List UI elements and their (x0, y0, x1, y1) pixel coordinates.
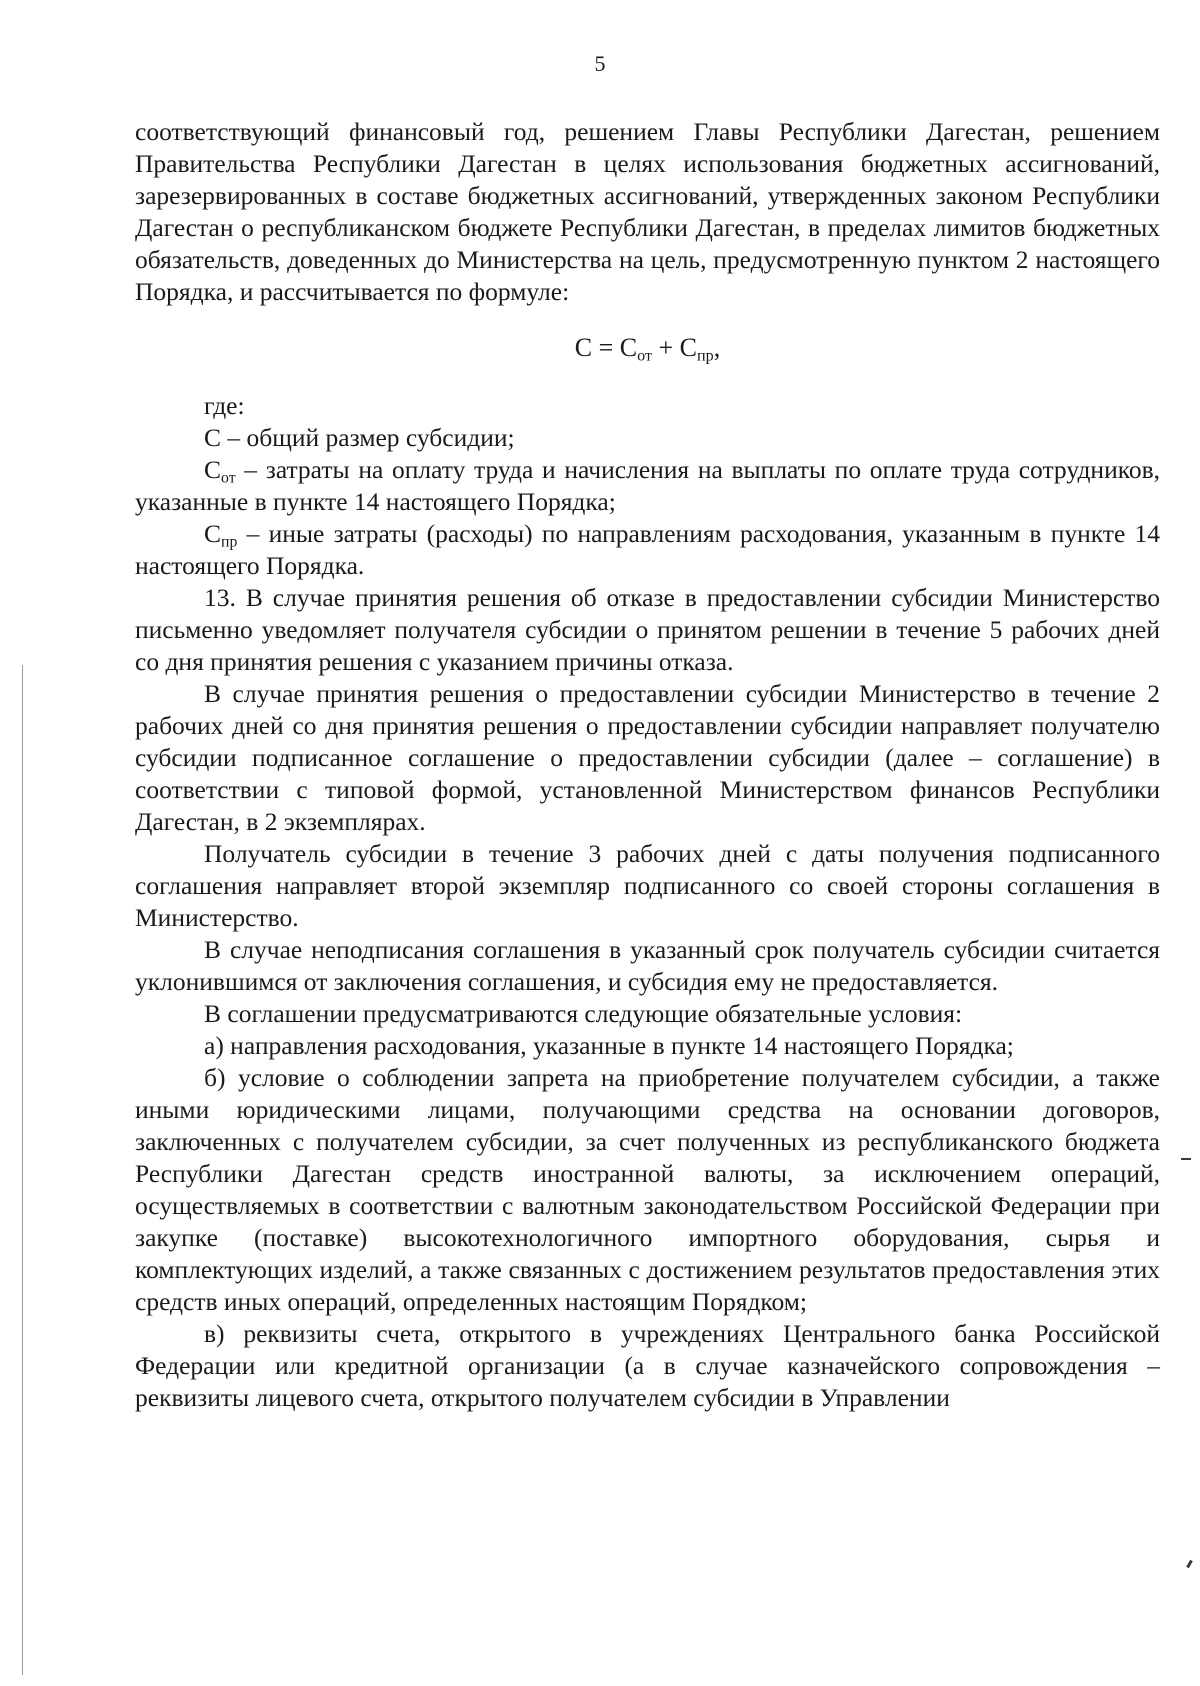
definition-c-ot-sub: от (221, 469, 236, 487)
formula-plus: + C (652, 333, 698, 362)
scan-edge-line (22, 665, 23, 1675)
definition-c-ot-symbol: C (204, 455, 222, 484)
condition-a: а) направления расходования, указанные в пункте 14 настоящего Порядка; (204, 1031, 1014, 1060)
definition-c-pr-text: – иные затраты (расходы) по направлениям расходования, указанным в пункте 14 настоящего Порядка. (135, 519, 1160, 580)
condition-v: в) реквизиты счета, открытого в учреждениях Центрального банка Российской Федерации или кредитной организации (а в случае казначейского сопровождения – реквизиты лицевого счета, открытого получателем субсидии в Управлении (135, 1319, 1160, 1412)
margin-mark (1186, 1560, 1193, 1568)
definition-c-pr (135, 518, 1160, 582)
definition-c-pr-symbol: C (204, 519, 222, 548)
definition-c: C – общий размер субсидии; (204, 423, 515, 452)
formula-sub-pr: пр (697, 347, 714, 365)
intro-paragraph: соответствующий финансовый год, решением Главы Республики Дагестан, решением Правительства Республики Дагестан в целях использования бюджетных ассигнований, зарезервированных в составе бюджетных ассигнований, утвержденных законом Республики Дагестан о республиканском бюджете Республики Дагестан, в пределах лимитов бюджетных обязательств, доведенных до Министерства на цель, предусмотренную пунктом 2 настоящего Порядка, и рассчитывается по формуле: (135, 117, 1160, 306)
condition-b: б) условие о соблюдении запрета на приобретение получателем субсидии, а также иными юридическими лицами, получающими средства на основании договоров, заключенных с получателем субсидии, за счет полученных из республиканского бюджета Республики Дагестан средств иностранной валюты, за исключением операций, осуществляемых в соответствии с валютным законодательством Российской Федерации при закупке (поставке) высокотехнологичного импортного оборудования, сырья и комплектующих изделий, а также связанных с достижением результатов предоставления этих средств иных операций, определенных настоящим Порядком; (135, 1063, 1160, 1316)
subsidy-formula (135, 328, 1160, 368)
definition-c-ot (135, 454, 1160, 518)
where-label: где: (204, 391, 245, 420)
formula-lhs: C = C (574, 333, 638, 362)
document-body (135, 116, 1160, 1414)
definition-c-ot-text: – затраты на оплату труда и начисления на выплаты по оплате труда сотрудников, указанные в пункте 14 настоящего Порядка; (135, 455, 1160, 516)
paragraph-13: 13. В случае принятия решения об отказе в предоставлении субсидии Министерство письменно уведомляет получателя субсидии о принятом решении в течение 5 рабочих дней со дня принятия решения с указанием причины отказа. (135, 583, 1160, 676)
formula-sub-ot: от (637, 347, 653, 365)
decision-paragraph: В случае принятия решения о предоставлении субсидии Министерство в течение 2 рабочих дней со дня принятия решения о предоставлении субсидии направляет получателю субсидии подписанное соглашение о предоставлении субсидии (далее – соглашение) в соответствии с типовой формой, установленной Министерством финансов Республики Дагестан, в 2 экземплярах. (135, 679, 1160, 836)
recipient-paragraph: Получатель субсидии в течение 3 рабочих дней с даты получения подписанного соглашения направляет второй экземпляр подписанного со своей стороны соглашения в Министерство. (135, 839, 1160, 932)
definition-c-pr-sub: пр (221, 533, 238, 551)
formula-tail: , (713, 333, 721, 362)
conditions-paragraph: В соглашении предусматриваются следующие обязательные условия: (204, 999, 963, 1028)
unsigned-paragraph: В случае неподписания соглашения в указанный срок получатель субсидии считается уклонившимся от заключения соглашения, и субсидия ему не предоставляется. (135, 935, 1160, 996)
margin-mark (1181, 1158, 1191, 1160)
page-number: 5 (594, 51, 606, 76)
